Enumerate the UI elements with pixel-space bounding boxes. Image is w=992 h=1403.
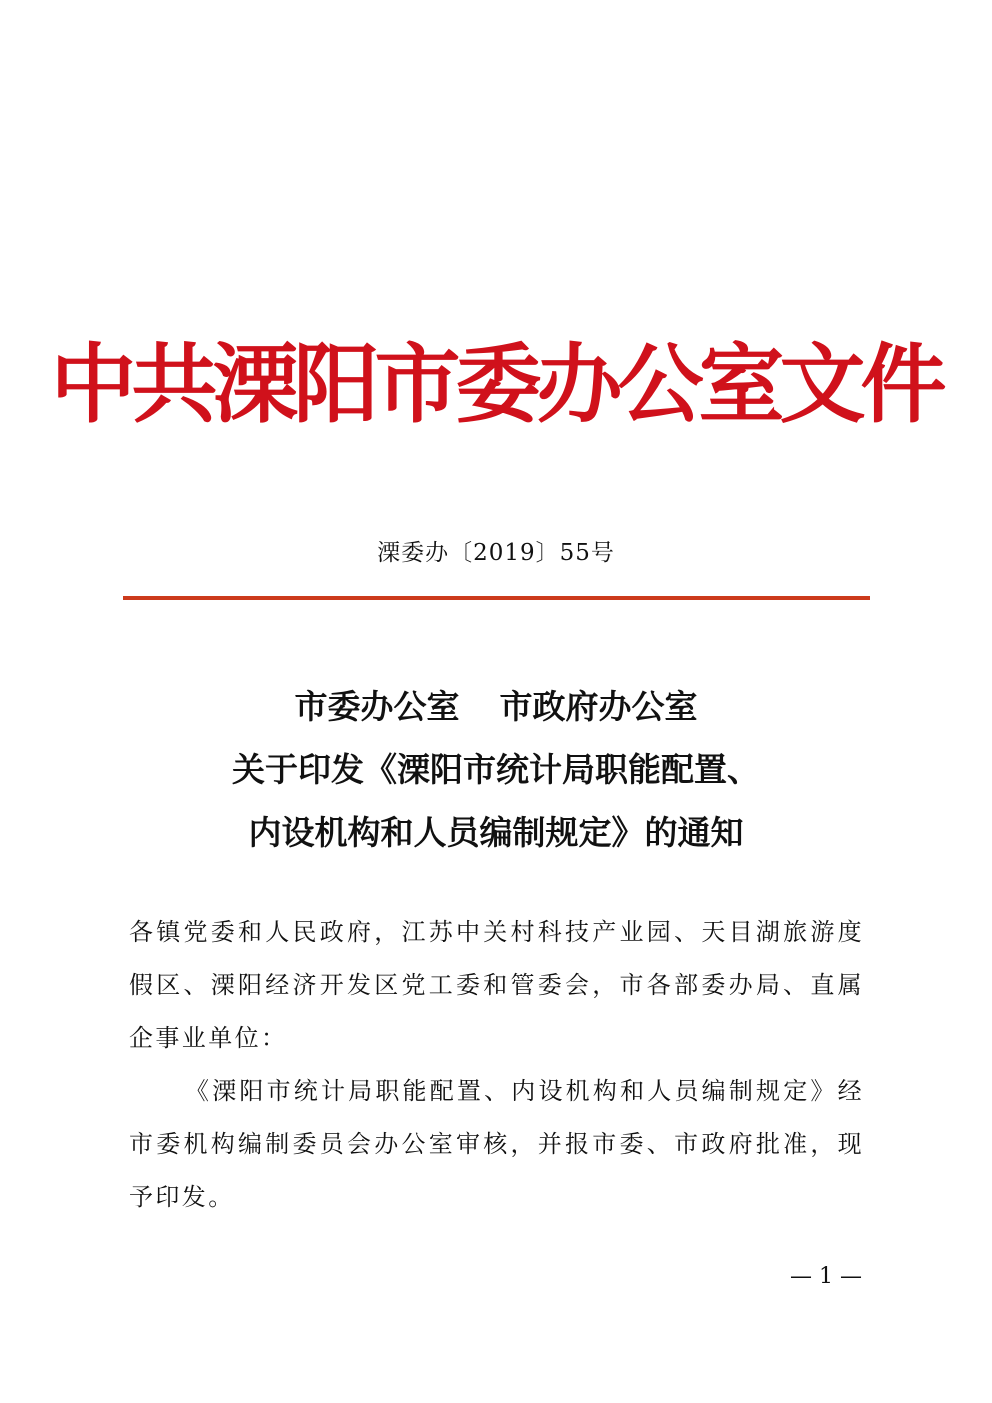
document-number: 溧委办〔2019〕55号 bbox=[377, 540, 615, 566]
document-masthead: 中共溧阳市委办公室文件 bbox=[50, 334, 942, 435]
red-separator-line bbox=[123, 596, 870, 600]
title-issuer-2: 市政府办公室 bbox=[499, 687, 698, 726]
title-line-3: 内设机构和人员编制规定》的通知 bbox=[248, 813, 744, 852]
title-line-1 bbox=[0, 682, 992, 745]
title-issuer-1: 市委办公室 bbox=[294, 687, 460, 726]
title-line-2: 关于印发《溧阳市统计局职能配置、 bbox=[232, 750, 760, 789]
addressee-paragraph: 各镇党委和人民政府，江苏中关村科技产业园、天目湖旅游度假区、溧阳经济开发区党工委和管委会，市各部委办局、直属企事业单位： bbox=[129, 918, 864, 1052]
notice-body bbox=[129, 906, 864, 1224]
page-number: — 1 — bbox=[790, 1264, 862, 1289]
notice-title bbox=[0, 682, 992, 871]
body-paragraph-1: 《溧阳市统计局职能配置、内设机构和人员编制规定》经市委机构编制委员会办公室审核，并报市委、市政府批准，现予印发。 bbox=[129, 1077, 864, 1211]
